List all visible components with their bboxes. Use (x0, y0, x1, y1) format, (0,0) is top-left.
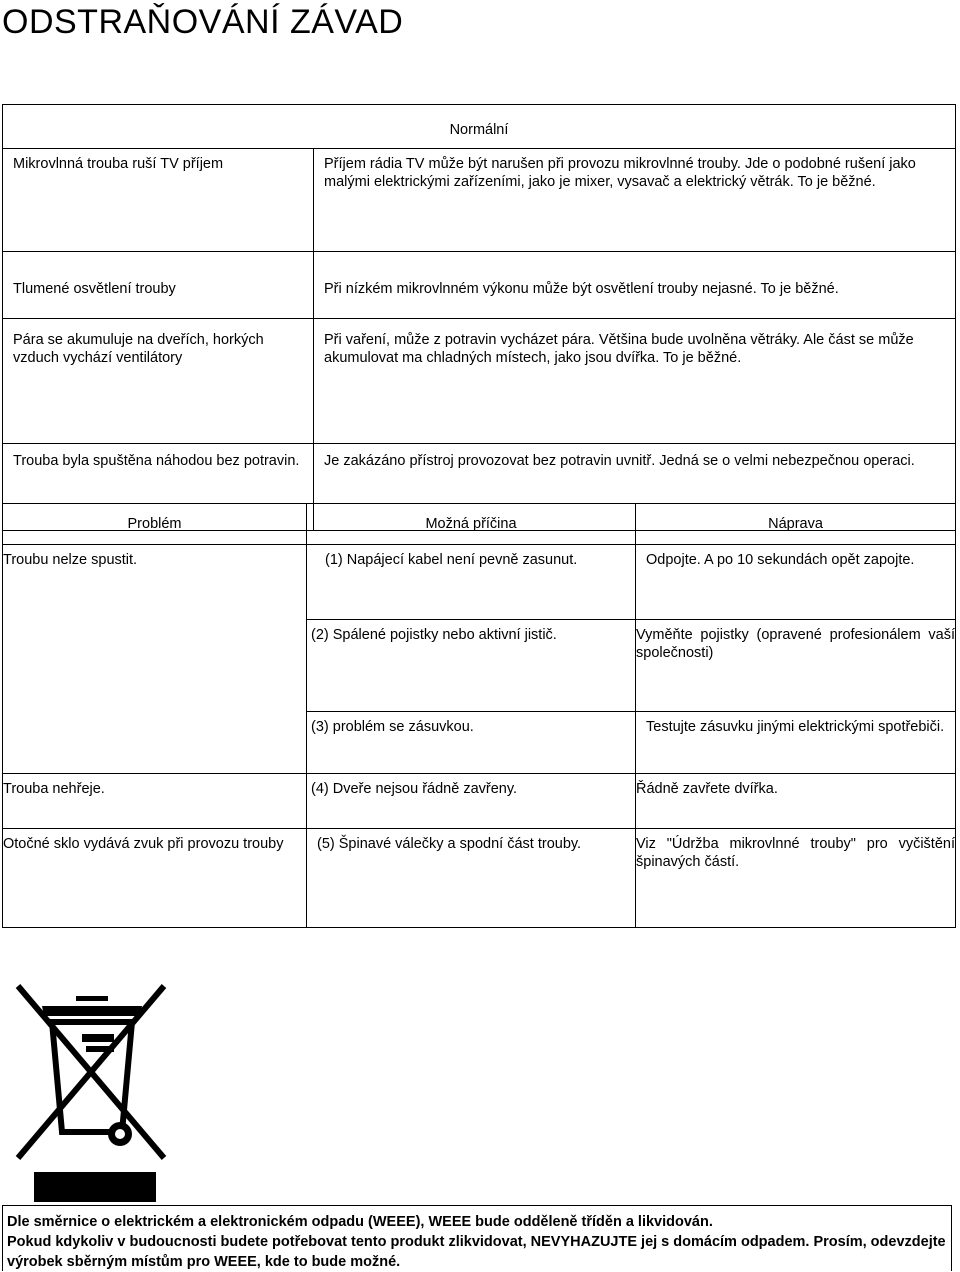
remedy-cell: Viz "Údržba mikrovlnné trouby" pro vyčištění špinavých částí. (636, 829, 956, 928)
cause-cell: (4) Dveře nejsou řádně zavřeny. (307, 774, 636, 829)
weee-notice (2, 1205, 952, 1271)
problem-cell: Trouba nehřeje. (3, 774, 307, 829)
remedy-cell: Řádně zavřete dvířka. (636, 774, 956, 829)
weee-notice-line: Pokud kdykoliv v budoucnosti budete potřebovat tento produkt zlikvidovat, NEVYHAZUJTE jej s domácím odpadem. Prosím, odevzdejte výrobek sběrným místům pro WEEE, kde to bude možné. (7, 1234, 946, 1270)
problem-cell (3, 619, 307, 711)
table-row (3, 545, 956, 620)
table-row (3, 319, 956, 444)
problem-cell: Troubu nelze spustit. (3, 545, 307, 620)
normal-behaviour-table (2, 104, 956, 531)
cause-cell: (5) Špinavé válečky a spodní část trouby. (307, 829, 636, 928)
table-row (3, 774, 956, 829)
explanation-cell: Příjem rádia TV může být narušen při provozu mikrovlnné trouby. Jde o podobné rušení jako malými elektrickými zařízeními, jako je mixer, vysavač a elektrický větrák. To je běžné. (314, 149, 956, 252)
remedy-cell: Testujte zásuvku jinými elektrickými spotřebiči. (636, 711, 956, 774)
normal-table-header: Normální (3, 105, 956, 149)
cause-cell: (2) Spálené pojistky nebo aktivní jistič. (307, 619, 636, 711)
symptom-cell: Trouba byla spuštěna náhodou bez potravin. (3, 444, 314, 531)
table-row (3, 619, 956, 711)
problem-table (2, 503, 956, 928)
problem-cell (3, 711, 307, 774)
cause-cell: (3) problém se zásuvkou. (307, 711, 636, 774)
page-title: ODSTRAŇOVÁNÍ ZÁVAD (2, 3, 404, 41)
weee-notice-line: Dle směrnice o elektrickém a elektronickém odpadu (WEEE), WEEE bude odděleně tříděn a likvidován. (7, 1214, 713, 1230)
table-row (3, 252, 956, 319)
table-row (3, 149, 956, 252)
symptom-cell: Pára se akumuluje na dveřích, horkých vzduch vychází ventilátory (3, 319, 314, 444)
remedy-cell: Odpojte. A po 10 sekundách opět zapojte. (636, 545, 956, 620)
remedy-header: Náprava (636, 504, 956, 545)
symptom-cell: Tlumené osvětlení trouby (3, 252, 314, 319)
symptom-cell: Mikrovlnná trouba ruší TV příjem (3, 149, 314, 252)
cause-cell: (1) Napájecí kabel není pevně zasunut. (307, 545, 636, 620)
problem-header: Problém (3, 504, 307, 545)
explanation-cell: Je zakázáno přístroj provozovat bez potravin uvnitř. Jedná se o velmi nebezpečnou operaci. (314, 444, 956, 531)
explanation-cell: Při vaření, může z potravin vycházet pára. Většina bude uvolněna větráky. Ale část se může akumulovat ma chladných místech, jako jsou dvířka. To je běžné. (314, 319, 956, 444)
table-header-row (3, 504, 956, 545)
table-row (3, 829, 956, 928)
explanation-cell: Při nízkém mikrovlnném výkonu může být osvětlení trouby nejasné. To je běžné. (314, 252, 956, 319)
remedy-cell: Vyměňte pojistky (opravené profesionálem vaší společnosti) (636, 619, 956, 711)
cause-header: Možná příčina (307, 504, 636, 545)
table-row (3, 711, 956, 774)
crossed-out-wheelie-bin-icon (14, 982, 170, 1204)
problem-cell: Otočné sklo vydává zvuk při provozu trouby (3, 829, 307, 928)
